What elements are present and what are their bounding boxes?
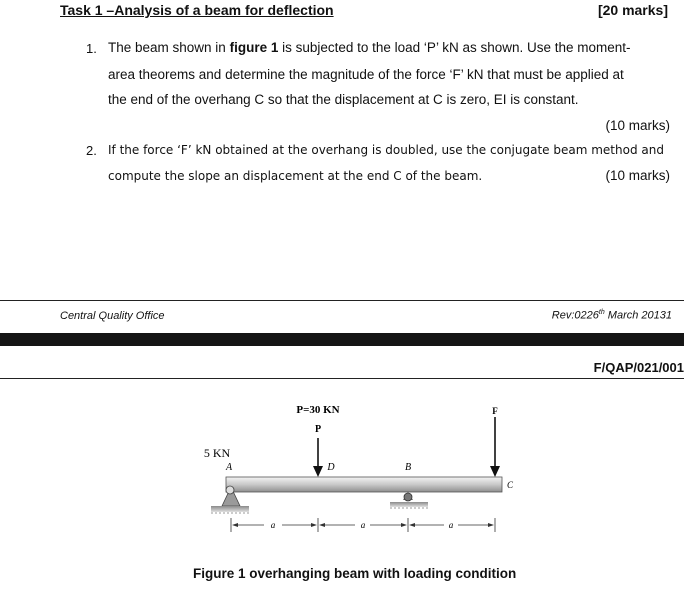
dimension-label-a-3: a xyxy=(448,520,454,530)
load-p-arrow xyxy=(313,438,323,477)
figure-reference: figure 1 xyxy=(229,40,279,55)
point-b-label: B xyxy=(404,462,412,473)
load-f-arrow xyxy=(490,417,500,477)
document-code: F/QAP/021/001 xyxy=(593,360,684,375)
question-2-number: 2. xyxy=(86,143,97,158)
point-a-label: A xyxy=(225,462,233,473)
task-marks: [20 marks] xyxy=(597,2,668,18)
task-title: Task 1 –Analysis of a beam for deflection xyxy=(60,2,334,18)
question-1-line-3: the end of the overhang C so that the displacement at C is zero, EI is constant. xyxy=(108,92,579,107)
question-1-line-1: The beam shown in figure 1 is subjected to the load ‘P’ kN as shown. Use the moment- xyxy=(108,40,631,55)
question-2-marks: (10 marks) xyxy=(605,168,670,183)
question-1-line-2: area theorems and determine the magnitude of the force ‘F’ kN that must be applied at xyxy=(108,67,624,82)
load-a-value: 5 KN xyxy=(203,446,231,460)
point-c-label: C xyxy=(506,480,514,490)
load-p-value: P=30 KN xyxy=(296,404,340,416)
question-1-number: 1. xyxy=(86,41,97,56)
figure-caption: Figure 1 overhanging beam with loading condition xyxy=(193,566,517,581)
roller-support-b xyxy=(390,492,428,508)
footer-office: Central Quality Office xyxy=(60,310,165,322)
dimension-label-a-1: a xyxy=(270,520,276,530)
load-p-label: P xyxy=(314,424,322,435)
load-f-label: F xyxy=(492,406,498,416)
question-1-marks: (10 marks) xyxy=(605,118,670,133)
point-d-label: D xyxy=(327,462,335,473)
footer-revision: Rev:0226th March 20131 xyxy=(551,309,672,322)
dimension-label-a-2: a xyxy=(360,520,366,530)
question-2-line-1: If the force ‘F’ kN obtained at the overhang is doubled, use the conjugate beam method and xyxy=(108,143,664,157)
beam xyxy=(226,477,502,492)
question-2-line-2: compute the slope an displacement at the end C of the beam. xyxy=(108,169,483,183)
